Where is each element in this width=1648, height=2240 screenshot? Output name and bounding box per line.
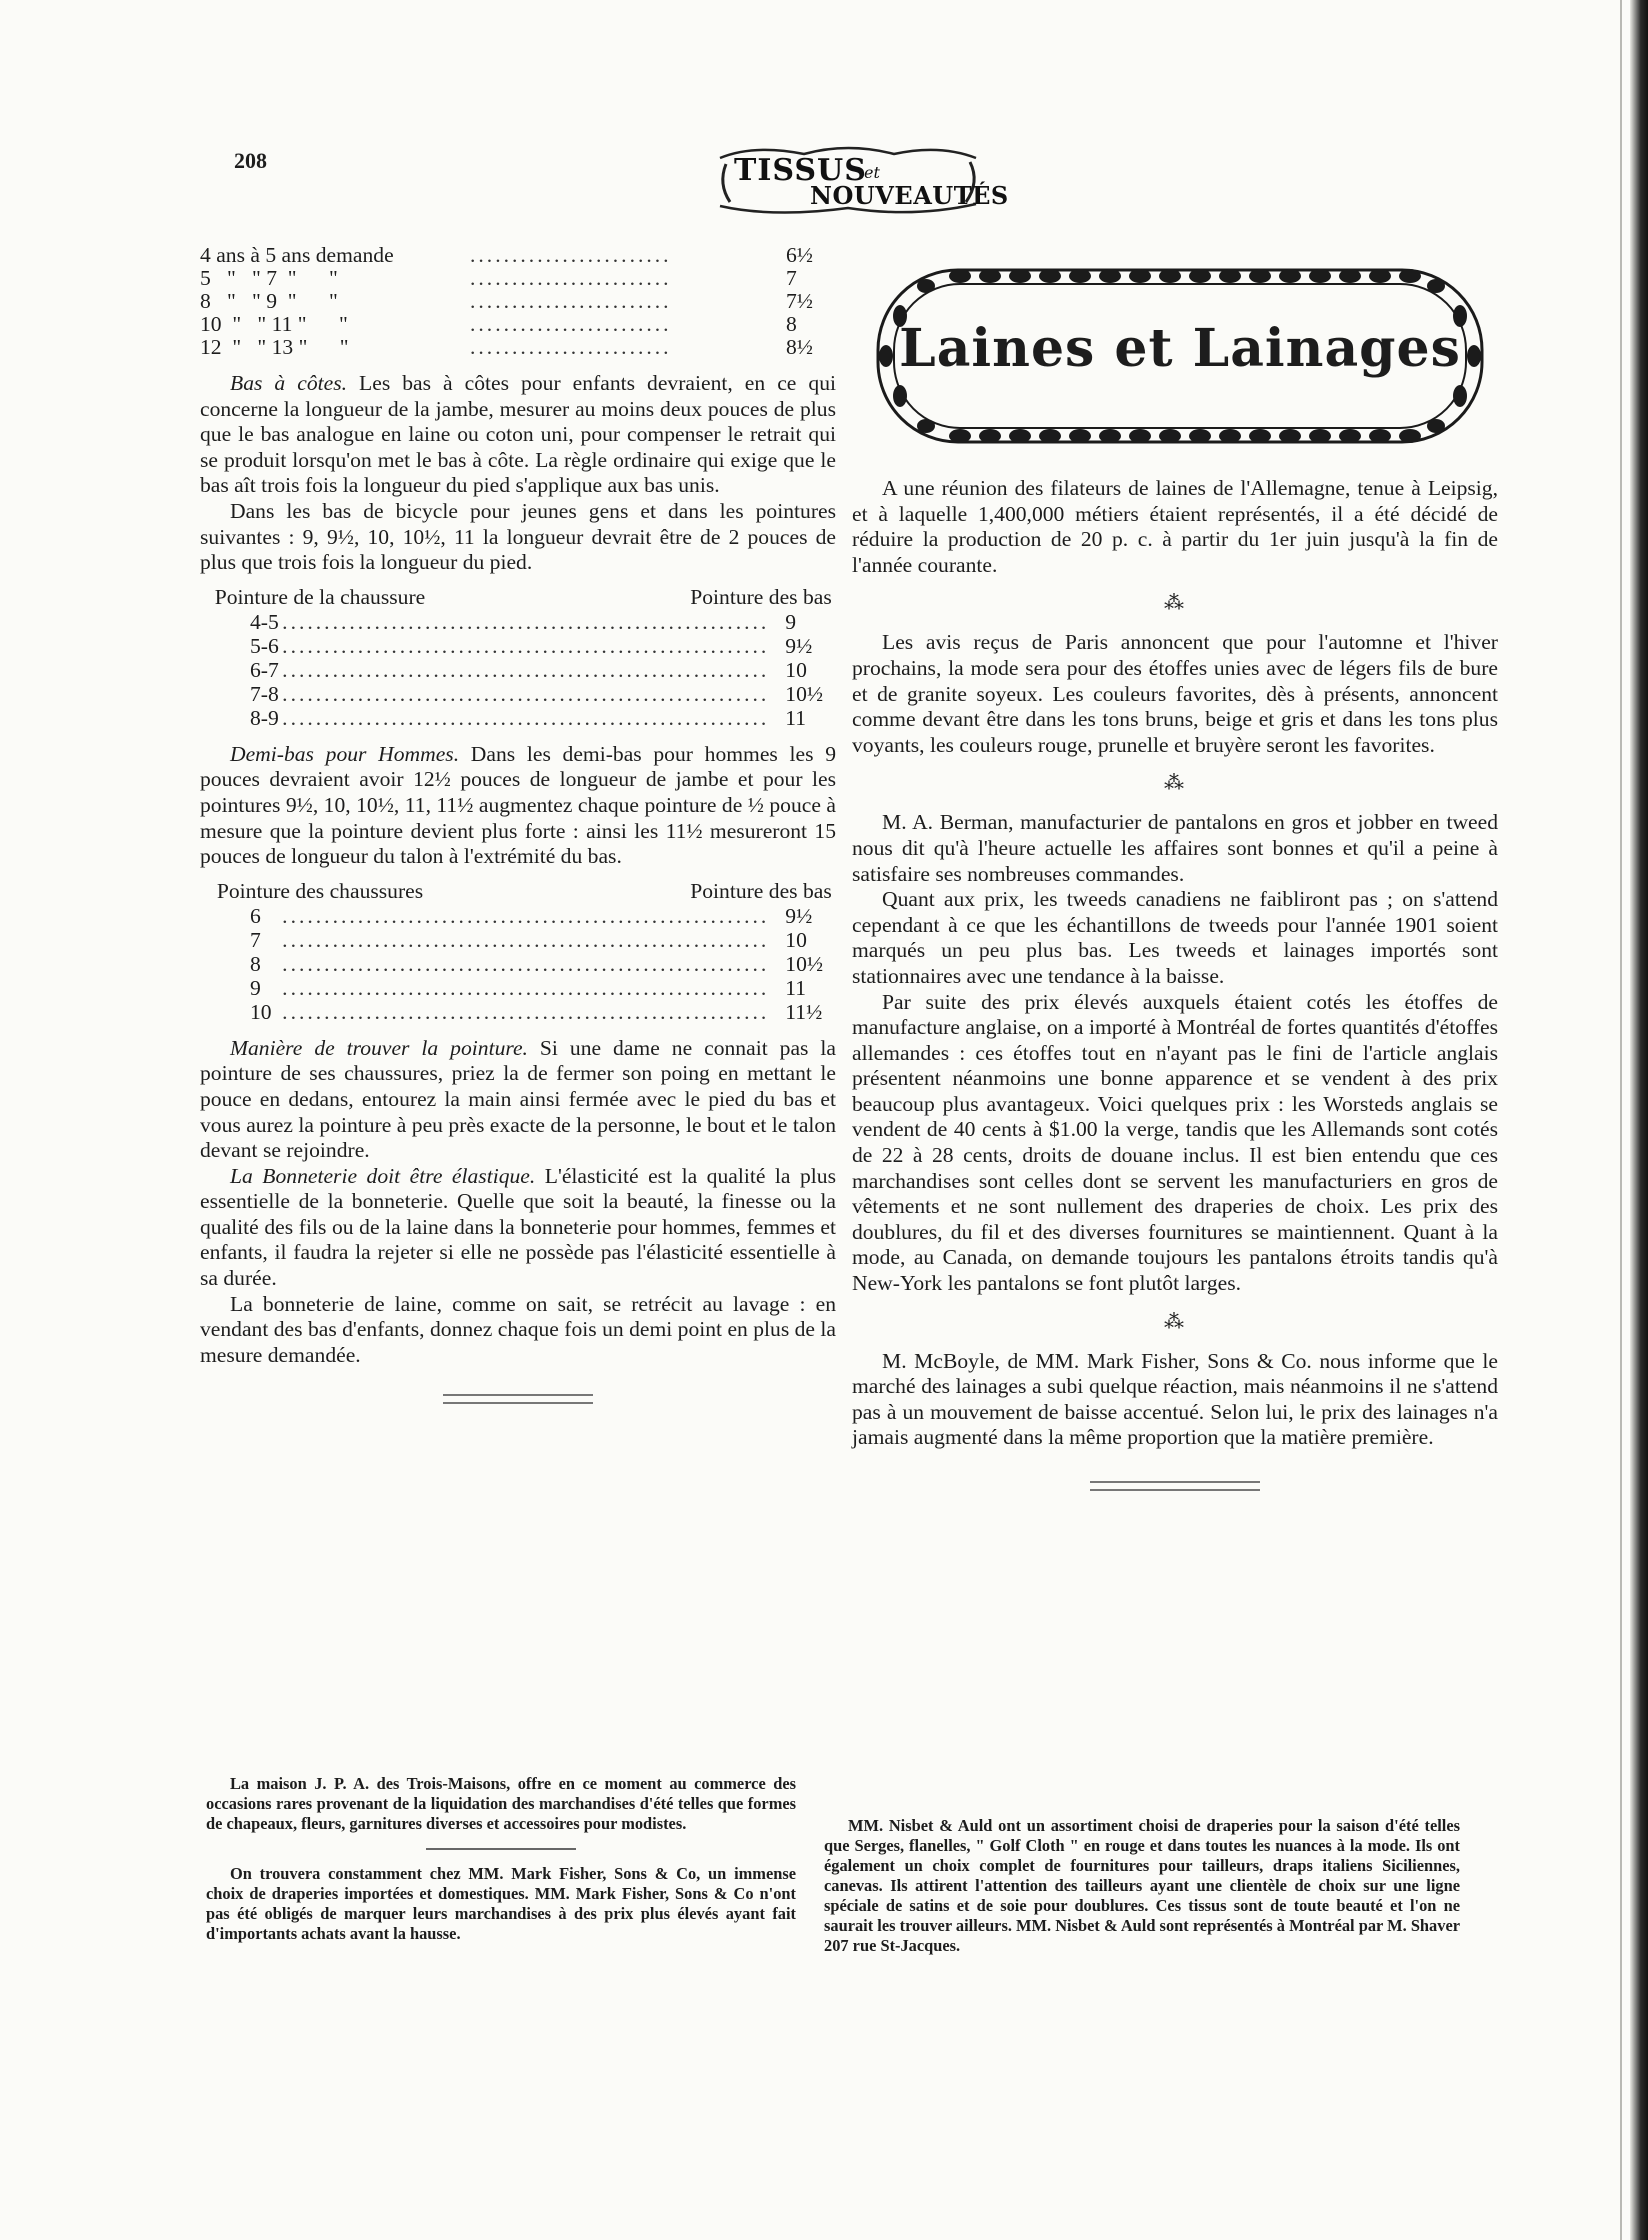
table-row: 8 .......................................................... 10½ bbox=[250, 951, 824, 976]
table-row: 9 .......................................................... 11 bbox=[250, 975, 807, 1000]
paragraph-elastique: La Bonneterie doit être élastique. L'élasticité est la qualité la plus essentielle de la bonneterie. Quelle que soit la beauté, la finesse ou la qualité des fils ou de la laine dans la bonneterie pour hommes, femmes et enfants, il faudra la rejeter si elle ne possède pas l'élasticité essentielle à sa durée. bbox=[200, 1163, 836, 1291]
paragraph-leipsig: A une réunion des filateurs de laines de l'Allemagne, tenue à Leipsig, et à laquelle 1,400,000 métiers étaient représentés, il a été décidé de réduire la production de 20 p. c. à partir du 1er juin jusqu'à la fin de l'année courante. bbox=[852, 476, 1498, 577]
table-header-stocking: Pointure des bas bbox=[690, 584, 832, 609]
ad-trois-maisons: La maison J. P. A. des Trois-Maisons, offre en ce moment au commerce des occasions rares provenant de la liquidation des marchandises d'été telles que formes de chapeaux, fleurs, garnitures diverses et accessoires pour modistes. On trouvera constamment chez MM. Mark Fisher, Sons & Co, un immense choix de draperies importées et domestiques. MM. Mark Fisher, Sons & Co n'ont pas été obligés de marquer leurs marchandises à des prix plus élevés ayant fait d'importants achats avant la hausse. bbox=[206, 1774, 796, 1943]
size-row: 12 " " 13 " " ........................ 8½ bbox=[200, 335, 813, 359]
stocking-length-list bbox=[200, 244, 836, 359]
ad-divider bbox=[426, 1848, 576, 1850]
table-row: 10 .......................................................... 11½ bbox=[250, 999, 823, 1024]
size-table-bicycle bbox=[200, 584, 836, 730]
right-column bbox=[852, 476, 1498, 1491]
asterism-separator: ⁂ bbox=[1164, 592, 1186, 615]
paragraph-etoffes: Par suite des prix élevés auxquels étaient cotés les étoffes de manufacture anglaise, on a importé à Montréal de fortes quantités d'étoffes allemandes : ces étoffes tout en n'ayant pas le fini de l'article anglais présentent néanmoins une bonne apparence et se vendent à des prix beaucoup plus avantageux. Voici quelques prix : les Worsteds anglais se vendent de 40 cents à $1.00 la verge, tandis que les Allemands sont cotés de 22 à 28 cents, droits de douane inclus. Il est bien entendu que ces marchandises sont celles dont se servent les manufacturiers en gros de vêtements et ne sont nullement des draperies de choix. Les prix des doublures, du fil et des diverses fournitures se maintiennent. Quant à la mode, au Canada, on demande toujours les pantalons étroits tandis qu'à New-York les pantalons se font plutôt larges. bbox=[852, 989, 1498, 1296]
section-title-laines: Laines et Lainages bbox=[899, 318, 1461, 379]
svg-text:et: et bbox=[864, 163, 880, 182]
svg-text:TISSUS: TISSUS bbox=[734, 153, 867, 188]
size-row: 10 " " 11 " " ........................ 8 bbox=[200, 312, 797, 336]
table-header-shoe: Pointure de la chaussure bbox=[214, 584, 426, 609]
paragraph-berman: M. A. Berman, manufacturier de pantalons en gros et jobber en tweed nous dit qu'à l'heure actuelle les affaires sont bonnes et qu'il a peine à satisfaire ses nombreuses commandes. bbox=[852, 810, 1498, 886]
size-table-men bbox=[200, 878, 836, 1024]
svg-text:NOUVEAUTÉS: NOUVEAUTÉS bbox=[810, 181, 1009, 210]
asterism-separator: ⁂ bbox=[1164, 1310, 1186, 1333]
section-divider bbox=[1090, 1481, 1260, 1491]
paragraph-prix-tweeds: Quant aux prix, les tweeds canadiens ne faibliront pas ; on s'attend cependant à ce que les échantillons de tweeds pour l'année 1901 soient marqués un peu plus bas. Les tweeds et lainages importés sont stationnaires avec une tendance à la baisse. bbox=[852, 887, 1498, 988]
table-row: 8-9 .......................................................... 11 bbox=[250, 705, 807, 730]
masthead-logo bbox=[714, 140, 1009, 220]
paragraph-mcboyle: M. McBoyle, de MM. Mark Fisher, Sons & Co. nous informe que le marché des lainages a subi quelque réaction, mais néanmoins il ne s'attend pas à un mouvement de baisse accentué. Selon lui, le prix des lainages n'a jamais augmenté dans la même proportion que la matière première. bbox=[852, 1348, 1498, 1450]
ad-nisbet-auld: MM. Nisbet & Auld ont un assortiment choisi de draperies pour la saison d'été telles que Serges, flanelles, " Golf Cloth " en rouge et dans toutes les nuances à la mode. Ils ont également un choix complet de fournitures pour tailleurs, draps italiens Siciliennes, canevas. Ils attirent l'attention des tailleurs ayant une clientèle de choix sur une ligne spéciale de satins et de soie pour doublures. Ces tissus sont de toute beauté et l'on ne saurait les trouver ailleurs. MM. Nisbet & Auld sont représentés à Montréal par M. Shaver 207 rue St-Jacques. bbox=[824, 1816, 1460, 1955]
table-row: 7-8 .......................................................... 10½ bbox=[250, 681, 824, 706]
table-row: 5-6 .......................................................... 9½ bbox=[250, 633, 813, 658]
table-header-shoe: Pointure des chaussures bbox=[216, 878, 424, 903]
scan-edge-line bbox=[1620, 0, 1622, 2240]
table-header-stocking: Pointure des bas bbox=[690, 878, 832, 903]
page-number: 208 bbox=[234, 148, 267, 173]
table-row: 7 .......................................................... 10 bbox=[250, 927, 807, 952]
table-row: 6-7 .......................................................... 10 bbox=[250, 657, 807, 682]
paragraph-bas-a-cotes: Bas à côtes. Les bas à côtes pour enfants devraient, en ce qui concerne la longueur de la jambe, mesurer au moins deux pouces de plus que le bas analogue en laine ou coton uni, pour compenser le retrait qui se produit lorsqu'on met le bas à côte. La règle ordinaire qui exige que le bas aît trois fois la longueur du pied s'applique aux bas unis. bbox=[200, 371, 836, 498]
paragraph-bonneterie-laine: La bonneterie de laine, comme on sait, se retrécit au lavage : en vendant des bas d'enfants, donnez chaque fois un demi point en plus de la mesure demandée. bbox=[200, 1291, 836, 1367]
paragraph-maniere: Manière de trouver la pointure. Si une dame ne connait pas la pointure de ses chaussures, priez la de fermer son poing en mettant le pouce en dedans, entourez la main ainsi fermée avec le pied du bas et vous aurez la pointure à peu près exacte de la personne, le bout et le talon devant se rejoindre. bbox=[200, 1035, 836, 1163]
paragraph-demi-bas: Demi-bas pour Hommes. Dans les demi-bas pour hommes les 9 pouces devraient avoir 12½ pouces de longueur de jambe et pour les pointures 9½, 10, 10½, 11, 11½ augmentez chaque pointure de ½ pouce à mesure que la pointure devient plus forte : ainsi les 11½ mesureront 15 pouces de longueur du talon à l'extrémité du bas. bbox=[200, 741, 836, 869]
section-divider bbox=[443, 1394, 593, 1404]
size-row: 8 " " 9 " " ........................ 7½ bbox=[200, 289, 813, 313]
left-column bbox=[200, 244, 836, 1404]
table-row: 4-5 .......................................................... 9 bbox=[250, 609, 797, 634]
size-row: 4 ans à 5 ans demande ........................ 6½ bbox=[200, 243, 813, 267]
scan-edge bbox=[1630, 0, 1648, 2240]
asterism-separator: ⁂ bbox=[1164, 772, 1186, 795]
table-row: 6 .......................................................... 9½ bbox=[250, 903, 813, 928]
paragraph-bicycle: Dans les bas de bicycle pour jeunes gens et dans les pointures suivantes : 9, 9½, 10, 10½, 11 la longueur devrait être de 2 pouces de plus que trois fois la longueur du pied. bbox=[200, 498, 836, 575]
paragraph-paris: Les avis reçus de Paris annoncent que pour l'automne et l'hiver prochains, la mode sera pour des étoffes unies avec de légers fils de bure et de granite soyeux. Les couleurs favorites, dès à présents, annoncent comme devant être dans les tons bruns, beige et gris et dans les tons plus voyants, les couleurs rouge, prunelle et bruyère seront les favorites. bbox=[852, 630, 1498, 757]
size-row: 5 " " 7 " " ........................ 7 bbox=[200, 266, 797, 290]
